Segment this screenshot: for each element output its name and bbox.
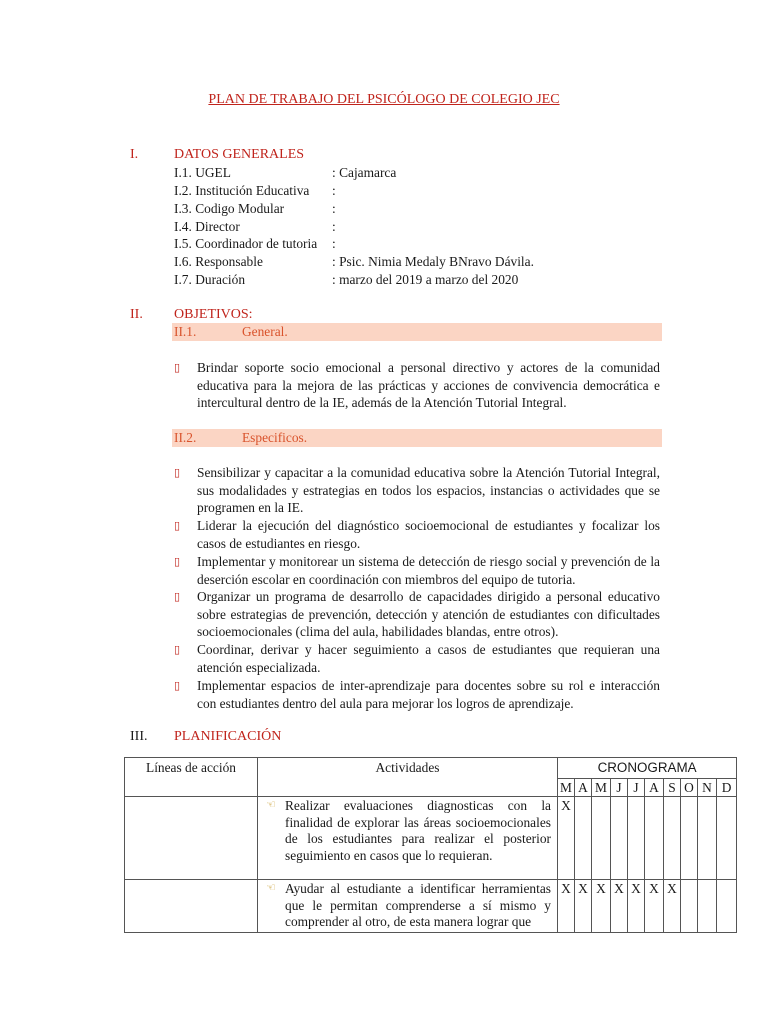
section-1-title: DATOS GENERALES [174, 147, 305, 162]
activity-text: Ayudar al estudiante a identificar herramientas que le permitan comprenderse a sí mismo y comprender al otro, de esta manera lograr que [285, 881, 551, 929]
data-value-director: : [332, 219, 336, 234]
schedule-cell: X [592, 880, 611, 933]
schedule-cell: X [611, 880, 628, 933]
data-value-ugel: : Cajamarca [332, 165, 397, 180]
general-number: II.1. [174, 324, 197, 339]
section-2-number: II. [130, 307, 143, 322]
activity-cell [258, 880, 558, 933]
general-label: General. [242, 324, 288, 339]
header-lineas: Líneas de acción [125, 758, 258, 797]
bullet-icon: ▯ [174, 361, 181, 374]
schedule-cell [681, 880, 698, 933]
schedule-cell: X [558, 880, 575, 933]
data-key-codigo: I.3. Codigo Modular [174, 201, 285, 216]
month-header: M [592, 779, 611, 797]
month-header: D [717, 779, 737, 797]
section-1-number: I. [130, 147, 139, 162]
bullet-icon: ▯ [174, 643, 181, 656]
schedule-cell: X [628, 880, 645, 933]
activity-text: Realizar evaluaciones diagnosticas con la finalidad de explorar las áreas socioemocionales de los estudiantes para realizar el posterior seguimiento en casos que lo requieran. [285, 798, 551, 863]
data-key-coordinador: I.5. Coordinador de tutoria [174, 236, 318, 251]
data-key-ugel: I.1. UGEL [174, 165, 231, 180]
data-key-responsable: I.6. Responsable [174, 254, 263, 269]
hand-pointer-icon: ☜ [266, 798, 276, 811]
section-3-title: PLANIFICACIÓN [174, 729, 282, 744]
planning-table [124, 757, 737, 933]
specific-objective: Liderar la ejecución del diagnóstico socioemocional de estudiantes y focalizar los casos de estudiantes en riesgo. [197, 518, 660, 551]
schedule-cell [698, 880, 717, 933]
data-value-institucion: : [332, 183, 336, 198]
specific-objective: Implementar y monitorear un sistema de detección de riesgo social y prevención de la deserción escolar en coordinación con miembros del equipo de tutoria. [197, 554, 660, 587]
month-header: N [698, 779, 717, 797]
bullet-icon: ▯ [174, 555, 181, 568]
schedule-cell [611, 797, 628, 880]
schedule-cell: X [645, 880, 664, 933]
month-header: A [575, 779, 592, 797]
specific-objective: Coordinar, derivar y hacer seguimiento a casos de estudiantes que requieran una atención especializada. [197, 642, 660, 675]
general-objective: Brindar soporte socio emocional a personal directivo y actores de la comunidad educativa para la mejora de las prácticas y acciones de convivencia democrática e intercultural dentro de la IE, además de la Atención Tutorial Integral. [197, 360, 660, 410]
schedule-cell: X [575, 880, 592, 933]
linea-cell [125, 880, 258, 933]
month-header: O [681, 779, 698, 797]
month-header: J [628, 779, 645, 797]
data-value-responsable: : Psic. Nimia Medaly BNravo Dávila. [332, 254, 534, 269]
month-header: J [611, 779, 628, 797]
bullet-icon: ▯ [174, 590, 181, 603]
especificos-subheading [172, 429, 662, 447]
data-key-institucion: I.2. Institución Educativa [174, 183, 310, 198]
header-actividades: Actividades [258, 758, 558, 797]
especificos-number: II.2. [174, 430, 197, 445]
schedule-cell [717, 880, 737, 933]
specific-objective: Organizar un programa de desarrollo de capacidades dirigido a personal educativo sobre estrategias de prevención, detección y atención de estudiantes con dificultades socioemocionales (clima del aula, habilidades blandas, entre otros). [197, 589, 660, 639]
schedule-cell [628, 797, 645, 880]
specific-objective: Implementar espacios de inter-aprendizaje para docentes sobre su rol e interacción con estudiantes dentro del aula para mejorar los logros de aprendizaje. [197, 678, 660, 711]
hand-pointer-icon: ☜ [266, 881, 276, 894]
data-key-duracion: I.7. Duración [174, 272, 246, 287]
bullet-icon: ▯ [174, 679, 181, 692]
section-3-number: III. [130, 729, 148, 744]
data-key-director: I.4. Director [174, 219, 240, 234]
bullet-icon: ▯ [174, 466, 181, 479]
schedule-cell: X [664, 880, 681, 933]
month-header: M [558, 779, 575, 797]
data-value-duracion: : marzo del 2019 a marzo del 2020 [332, 272, 519, 287]
schedule-cell [681, 797, 698, 880]
bullet-icon: ▯ [174, 519, 181, 532]
data-value-coordinador: : [332, 236, 336, 251]
schedule-cell [592, 797, 611, 880]
schedule-cell [664, 797, 681, 880]
month-header: S [664, 779, 681, 797]
data-value-codigo: : [332, 201, 336, 216]
table-row [125, 797, 737, 880]
especificos-label: Especificos. [242, 430, 308, 445]
general-subheading [172, 323, 662, 341]
specific-objective: Sensibilizar y capacitar a la comunidad educativa sobre la Atención Tutorial Integral, sus modalidades y estrategias en todos los espacios, instancias o actividades que se programen en la IE. [197, 465, 660, 515]
month-header: A [645, 779, 664, 797]
activity-cell [258, 797, 558, 880]
schedule-cell [575, 797, 592, 880]
schedule-cell [698, 797, 717, 880]
schedule-cell: X [558, 797, 575, 880]
header-cronograma: CRONOGRAMA [558, 758, 737, 779]
document-title: PLAN DE TRABAJO DEL PSICÓLOGO DE COLEGIO JEC [208, 92, 560, 107]
table-row [125, 880, 737, 933]
schedule-cell [717, 797, 737, 880]
section-2-title: OBJETIVOS: [174, 307, 253, 322]
schedule-cell [645, 797, 664, 880]
linea-cell [125, 797, 258, 880]
